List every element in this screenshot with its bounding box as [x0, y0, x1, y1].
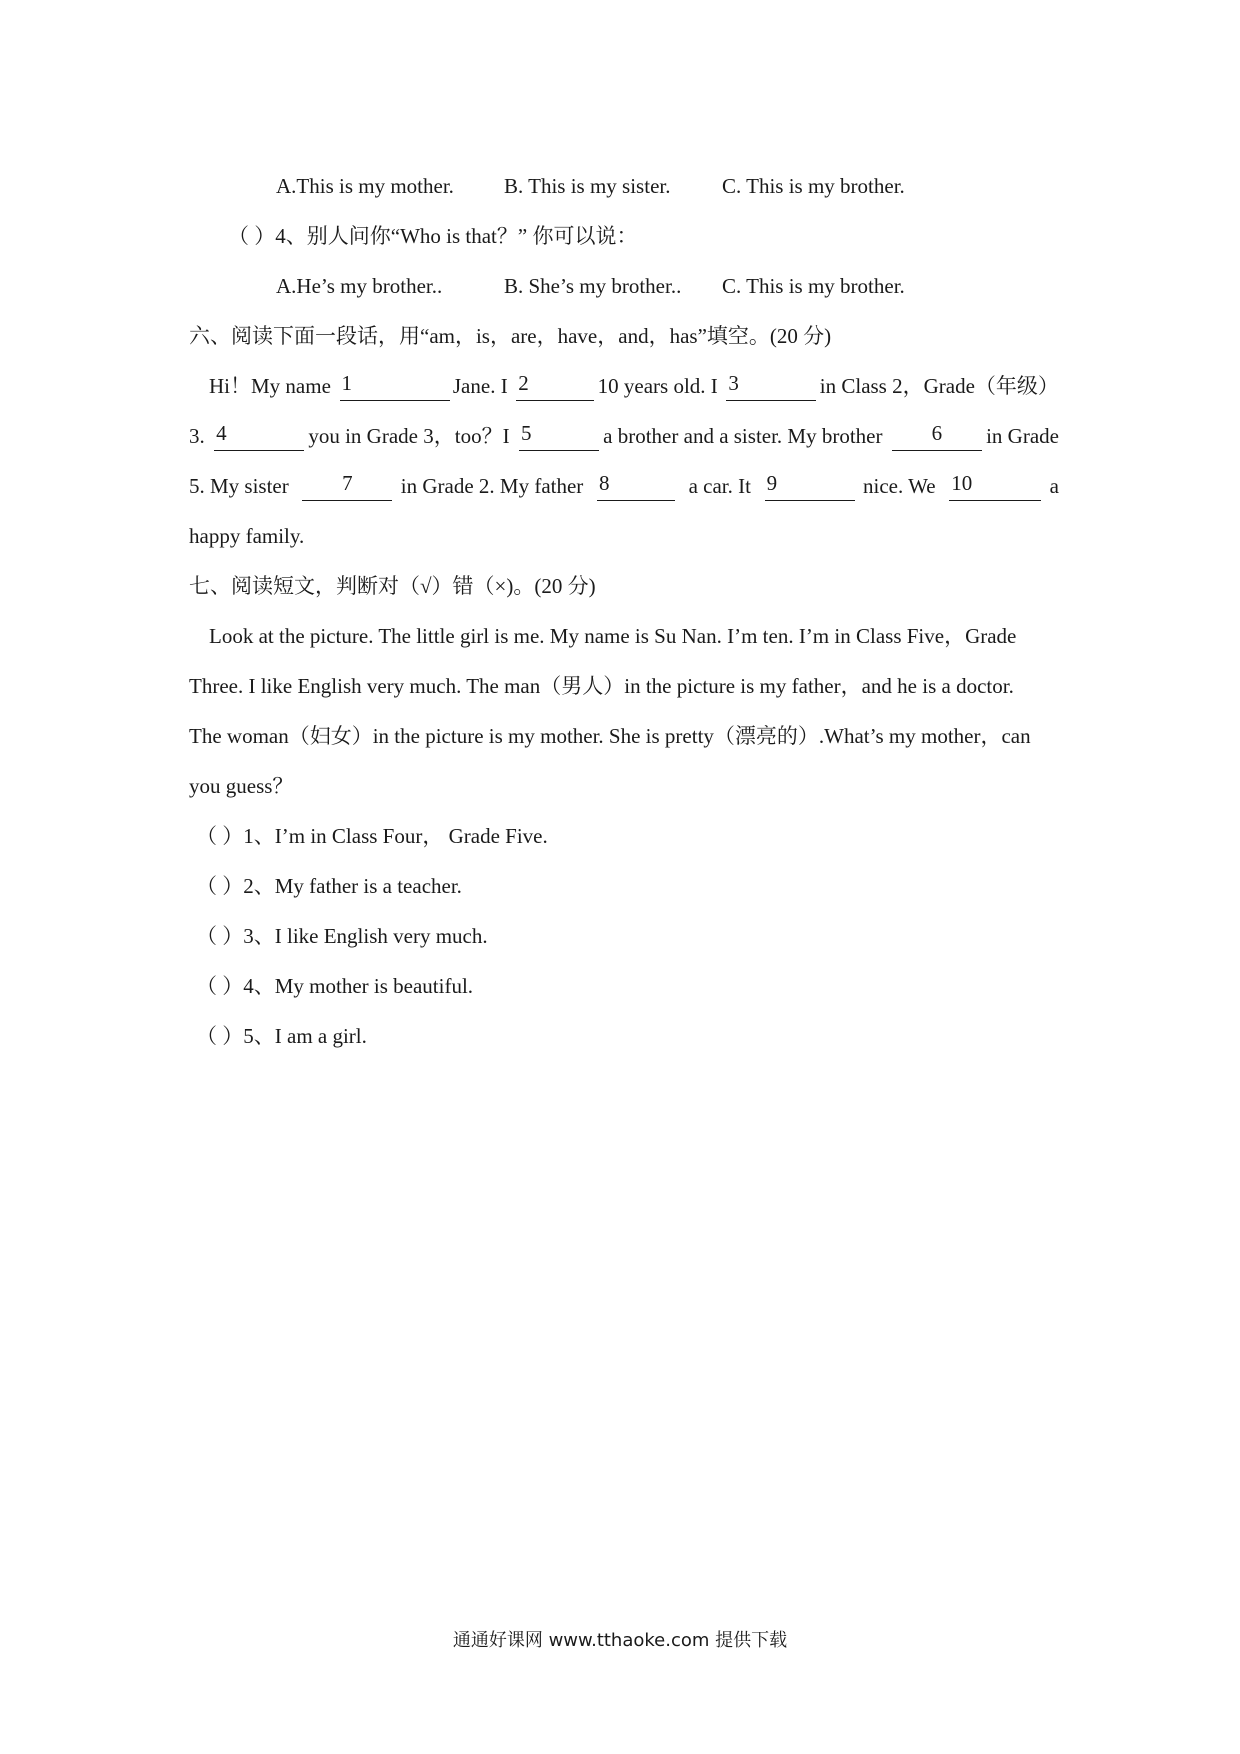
text: you in Grade 3，too？I — [308, 424, 515, 448]
blank-4: 4 — [214, 421, 304, 451]
q4-options — [276, 271, 905, 301]
text: in Class 2，Grade（年级） — [819, 374, 1059, 398]
q4-option-b: B. She’s my brother.. — [504, 274, 682, 298]
section6-line-2 — [189, 421, 1059, 451]
blank-1: 1 — [340, 371, 450, 401]
text: 3. — [189, 424, 210, 448]
blank-6: 6 — [892, 421, 982, 451]
section7-paragraph-line-1: Look at the picture. The little girl is me. My name is Su Nan. I’m ten. I’m in Class Five，Grade — [209, 624, 1017, 648]
judge-item-4: （ ）4、My mother is beautiful. — [196, 974, 474, 998]
section6-line-1 — [209, 371, 1059, 401]
text: 5. My sister — [189, 474, 294, 498]
q3-option-b: B. This is my sister. — [504, 174, 671, 198]
q4-option-c: C. This is my brother. — [722, 274, 905, 298]
text: in Grade — [986, 424, 1059, 448]
blank-2: 2 — [516, 371, 594, 401]
q3-options — [276, 171, 905, 201]
text: a brother and a sister. My brother — [603, 424, 888, 448]
section7-paragraph-line-3: The woman（妇女）in the picture is my mother. She is pretty（漂亮的）.What’s my mother，can — [189, 724, 1031, 748]
section7-paragraph-line-4: you guess？ — [189, 774, 294, 798]
blank-8: 8 — [597, 471, 675, 501]
q3-option-c: C. This is my brother. — [722, 174, 905, 198]
q4-stem: （ ）4、别人问你“Who is that？” 你可以说： — [228, 224, 638, 248]
text: nice. We — [863, 474, 941, 498]
blank-9: 9 — [765, 471, 855, 501]
text: in Grade 2. My father — [400, 474, 589, 498]
section7-heading: 七、阅读短文，判断对（√）错（×)。(20 分) — [189, 574, 596, 598]
blank-3: 3 — [726, 371, 816, 401]
text: a car. It — [683, 474, 757, 498]
judge-item-2: （ ）2、My father is a teacher. — [196, 874, 462, 898]
text: Jane. I — [452, 374, 513, 398]
judge-item-1: （ ）1、I’m in Class Four， Grade Five. — [196, 824, 548, 848]
section6-line-4: happy family. — [189, 524, 305, 548]
text: 10 years old. I — [597, 374, 724, 398]
section6-heading: 六、阅读下面一段话，用“am，is，are，have，and，has”填空。(20 分) — [189, 324, 832, 348]
section6-line-3 — [189, 471, 1059, 501]
judge-item-3: （ ）3、I like English very much. — [196, 924, 488, 948]
blank-10: 10 — [949, 471, 1041, 501]
q3-option-a: A.This is my mother. — [276, 174, 454, 198]
text: a — [1049, 474, 1059, 498]
judge-item-5: （ ）5、I am a girl. — [196, 1024, 367, 1048]
q4-option-a: A.He’s my brother.. — [276, 274, 443, 298]
footer-credit: 通通好课网 www.tthaoke.com 提供下载 — [452, 1630, 788, 1651]
blank-7: 7 — [302, 471, 392, 501]
text: Hi！My name — [209, 374, 337, 398]
section7-paragraph-line-2: Three. I like English very much. The man（男人）in the picture is my father，and he is a doctor. — [189, 674, 1014, 698]
blank-5: 5 — [519, 421, 599, 451]
